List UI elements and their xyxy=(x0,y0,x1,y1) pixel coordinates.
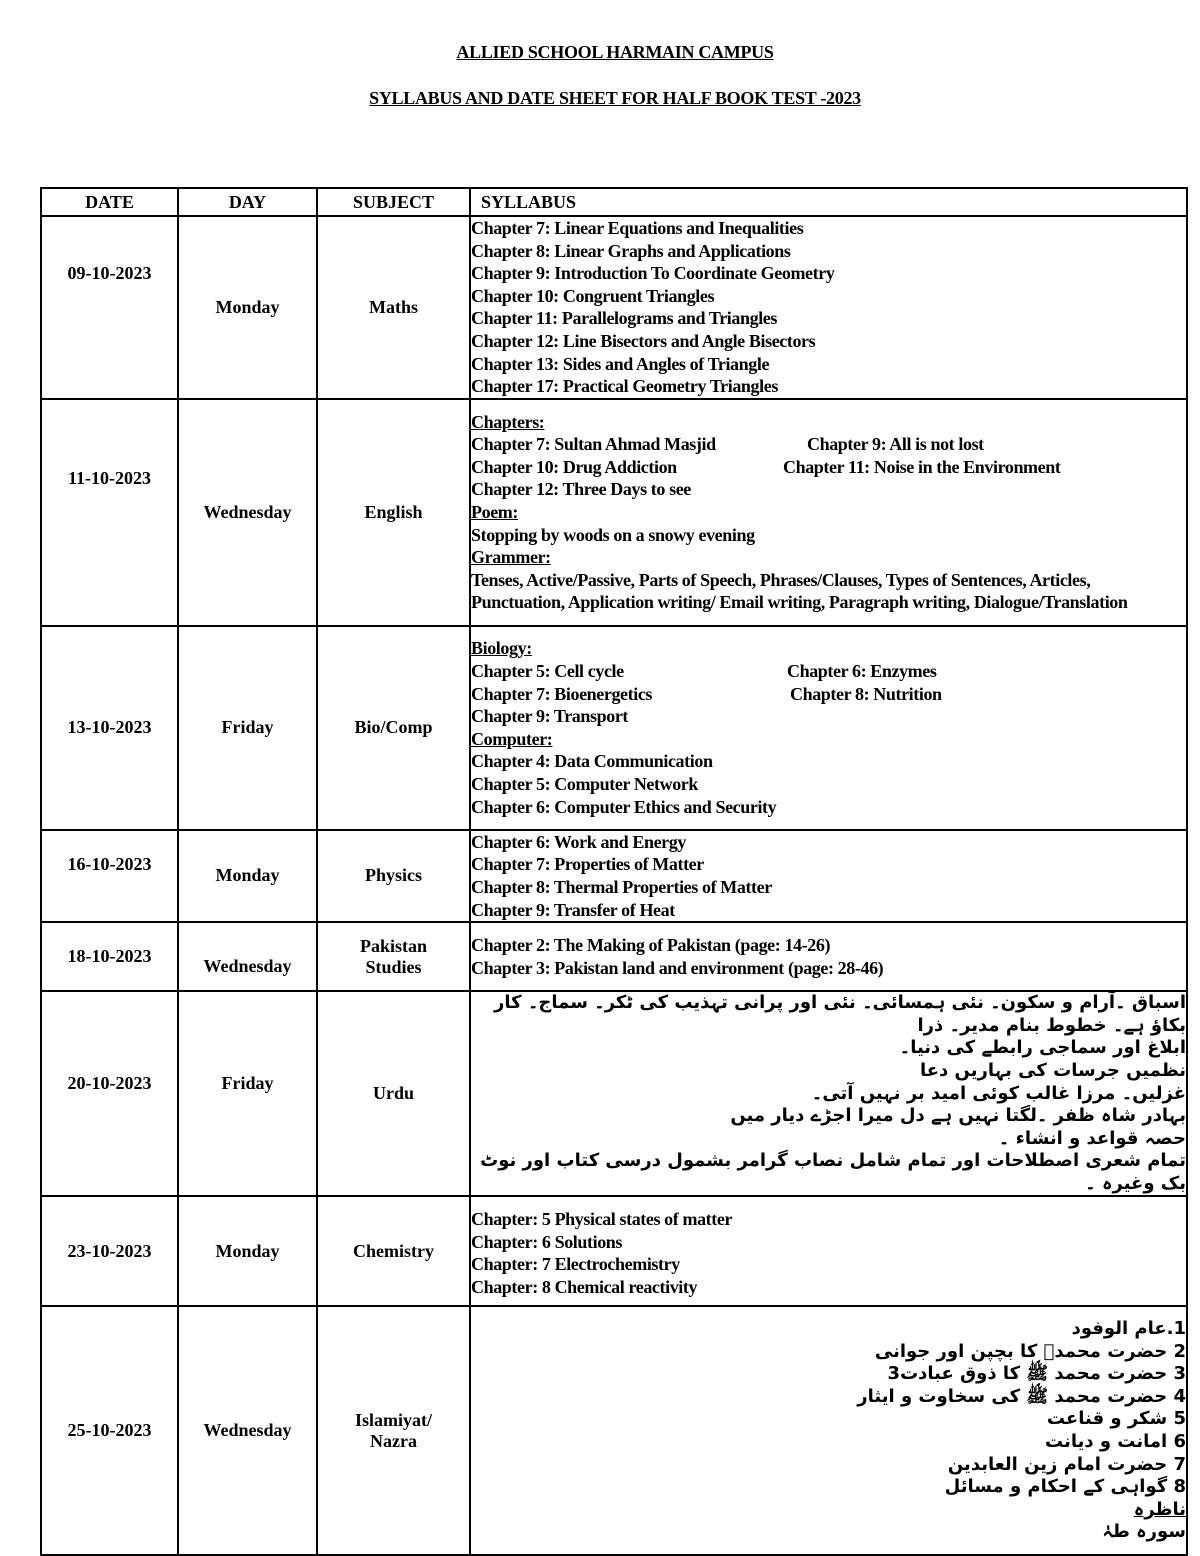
day-cell: Wednesday xyxy=(178,399,317,626)
chapter-item: Chapter 9: All is not lost xyxy=(807,434,984,455)
table-row xyxy=(41,399,1187,626)
day-cell: Friday xyxy=(178,626,317,830)
syllabus-line: تمام شعری اصطلاحات اور تمام شامل نصاب گرامر بشمول درسی کتاب اور نوٹ بک وغیرہ ۔ xyxy=(480,1150,1186,1194)
syllabus-paragraph: Tenses, Active/Passive, Parts of Speech, Phrases/Clauses, Types of Sentences, Articles, Punctuation, Application writing/ Email writing, Paragraph writing, Dialogue/Translation xyxy=(471,569,1128,613)
table-row xyxy=(41,991,1187,1196)
syllabus-line: Chapter 8: Thermal Properties of Matter xyxy=(471,876,772,897)
syllabus-cell xyxy=(470,216,1187,399)
subject-line: Nazra xyxy=(370,1430,417,1451)
column-header-day: DAY xyxy=(178,188,317,216)
day-cell: Wednesday xyxy=(178,922,317,991)
syllabus-line: Chapter 9: Transport xyxy=(471,706,629,727)
syllabus-cell xyxy=(470,991,1187,1196)
subject-cell xyxy=(317,922,470,991)
chapter-item: Chapter 5: Cell cycle xyxy=(471,660,624,681)
date-cell: 13-10-2023 xyxy=(41,626,178,830)
chapter-item: Chapter 7: Sultan Ahmad Masjid xyxy=(471,434,716,455)
syllabus-line: 5 شکر و قناعت xyxy=(1046,1408,1186,1430)
date-sheet-table xyxy=(40,187,1188,1556)
document-title: SYLLABUS AND DATE SHEET FOR HALF BOOK TEST -2023 xyxy=(369,88,861,108)
table-row xyxy=(41,1306,1187,1555)
subject-line: Studies xyxy=(365,956,422,977)
table-row xyxy=(41,922,1187,991)
section-heading: Chapters: xyxy=(471,411,545,432)
syllabus-line: سورہ طہٰ xyxy=(1102,1521,1186,1543)
syllabus-line: Chapter 17: Practical Geometry Triangles xyxy=(471,376,778,397)
subject-cell: English xyxy=(317,399,470,626)
subject-cell: Urdu xyxy=(317,991,470,1196)
date-cell: 20-10-2023 xyxy=(41,991,178,1196)
syllabus-line: نظمیں جرسات کی بہاریں دعا xyxy=(919,1059,1186,1081)
syllabus-line xyxy=(471,456,1186,479)
date-cell: 23-10-2023 xyxy=(41,1196,178,1306)
column-header-date: DATE xyxy=(41,188,178,216)
syllabus-line: Chapter 9: Transfer of Heat xyxy=(471,899,675,920)
syllabus-line xyxy=(471,660,1186,683)
syllabus-line: اسباق ۔آرام و سکون۔ نئی ہمسائی۔ نئی اور پرانی تہذیب کی ٹکر۔ سماج۔ کار بکاؤ ہے۔ خطوط بنام مدیر۔ ذرا xyxy=(494,992,1186,1036)
chapter-item: Chapter 11: Noise in the Environment xyxy=(783,456,1061,477)
syllabus-line: Chapter: 5 Physical states of matter xyxy=(471,1209,733,1230)
subject-cell: Bio/Comp xyxy=(317,626,470,830)
date-cell: 18-10-2023 xyxy=(41,922,178,991)
syllabus-line xyxy=(471,433,1186,456)
syllabus-line: 7 حضرت امام زین العابدین xyxy=(947,1453,1186,1475)
syllabus-line xyxy=(471,683,1186,706)
syllabus-line: Chapter 12: Line Bisectors and Angle Bisectors xyxy=(471,330,816,351)
syllabus-line: Chapter 7: Properties of Matter xyxy=(471,854,704,875)
table-row xyxy=(41,626,1187,830)
syllabus-line: 1.عام الوفود xyxy=(1071,1318,1186,1339)
section-heading: Biology: xyxy=(471,638,532,659)
section-heading: Computer: xyxy=(471,728,553,749)
syllabus-cell xyxy=(470,1196,1187,1306)
chapter-item: Chapter 7: Bioenergetics xyxy=(471,683,653,704)
syllabus-line: Chapter 9: Introduction To Coordinate Geometry xyxy=(471,263,835,284)
syllabus-line: Chapter 2: The Making of Pakistan (page: 14-26) xyxy=(471,935,831,956)
syllabus-line: Chapter 11: Parallelograms and Triangles xyxy=(471,308,777,329)
syllabus-line: Chapter: 8 Chemical reactivity xyxy=(471,1277,698,1298)
syllabus-line: Chapter 6: Computer Ethics and Security xyxy=(471,796,777,817)
syllabus-line: Chapter 5: Computer Network xyxy=(471,773,699,794)
syllabus-cell xyxy=(470,922,1187,991)
syllabus-line: Chapter 4: Data Communication xyxy=(471,751,713,772)
subject-line: Pakistan xyxy=(359,935,428,956)
syllabus-line: Chapter 3: Pakistan land and environment (page: 28-46) xyxy=(471,957,884,978)
table-row xyxy=(41,830,1187,922)
syllabus-line: Chapter 6: Work and Energy xyxy=(471,831,686,852)
chapter-item: Chapter 10: Drug Addiction xyxy=(471,456,677,477)
syllabus-line: Chapter 7: Linear Equations and Inequalities xyxy=(471,218,804,238)
syllabus-line: Chapter: 6 Solutions xyxy=(471,1231,623,1252)
syllabus-cell xyxy=(470,1306,1187,1555)
date-cell: 09-10-2023 xyxy=(41,216,178,399)
table-row xyxy=(41,216,1187,399)
syllabus-cell xyxy=(470,626,1187,830)
day-cell: Monday xyxy=(178,1196,317,1306)
column-header-subject: SUBJECT xyxy=(317,188,470,216)
syllabus-line: حصہ قواعد و انشاء ۔ xyxy=(998,1127,1186,1149)
syllabus-line: Chapter: 7 Electrochemistry xyxy=(471,1254,680,1275)
day-cell: Monday xyxy=(178,216,317,399)
subject-line: Islamiyat/ xyxy=(354,1409,432,1430)
table-row xyxy=(41,1196,1187,1306)
syllabus-line: Chapter 8: Linear Graphs and Applications xyxy=(471,240,791,261)
section-heading: ناظرہ xyxy=(1133,1498,1186,1520)
chapter-item: Chapter 8: Nutrition xyxy=(790,683,942,704)
syllabus-line: Chapter 12: Three Days to see xyxy=(471,479,691,500)
subject-cell: Maths xyxy=(317,216,470,399)
syllabus-line: 3 حضرت محمد ﷺ کا ذوق عبادت3 xyxy=(887,1363,1186,1385)
syllabus-cell xyxy=(470,830,1187,922)
date-cell: 16-10-2023 xyxy=(41,830,178,922)
school-name: ALLIED SCHOOL HARMAIN CAMPUS xyxy=(456,42,774,62)
syllabus-line: 8 گواہی کے احکام و مسائل xyxy=(944,1476,1186,1498)
column-header-syllabus: SYLLABUS xyxy=(470,188,1187,216)
subject-cell xyxy=(317,1306,470,1555)
section-heading: Grammer: xyxy=(471,547,551,568)
syllabus-line: Chapter 10: Congruent Triangles xyxy=(471,285,715,306)
syllabus-line: Chapter 13: Sides and Angles of Triangle xyxy=(471,353,770,374)
syllabus-line: ابلاغ اور سماجی رابطے کی دنیا۔ xyxy=(899,1037,1186,1059)
chapter-item: Chapter 6: Enzymes xyxy=(787,660,937,681)
syllabus-line: غزلیں۔ مرزا غالب کوئی امید بر نہیں آتی۔ xyxy=(811,1082,1186,1104)
section-heading: Poem: xyxy=(471,501,518,522)
table-header-row xyxy=(41,188,1187,216)
subject-cell: Physics xyxy=(317,830,470,922)
date-cell: 25-10-2023 xyxy=(41,1306,178,1555)
subject-cell: Chemistry xyxy=(317,1196,470,1306)
syllabus-line: 2 حضرت محمدؐ کا بچپن اور جوانی xyxy=(874,1340,1186,1362)
day-cell: Friday xyxy=(178,991,317,1196)
date-cell: 11-10-2023 xyxy=(41,399,178,626)
day-cell: Wednesday xyxy=(178,1306,317,1555)
syllabus-line: 6 امانت و دیانت xyxy=(1045,1430,1186,1452)
syllabus-cell xyxy=(470,399,1187,626)
syllabus-line: Stopping by woods on a snowy evening xyxy=(471,524,755,545)
syllabus-line: 4 حضرت محمد ﷺ کی سخاوت و ایثار xyxy=(857,1385,1186,1407)
day-cell: Monday xyxy=(178,830,317,922)
syllabus-line: بہادر شاہ ظفر ۔لگتا نہیں ہے دل میرا اجڑے دیار میں xyxy=(730,1105,1186,1127)
